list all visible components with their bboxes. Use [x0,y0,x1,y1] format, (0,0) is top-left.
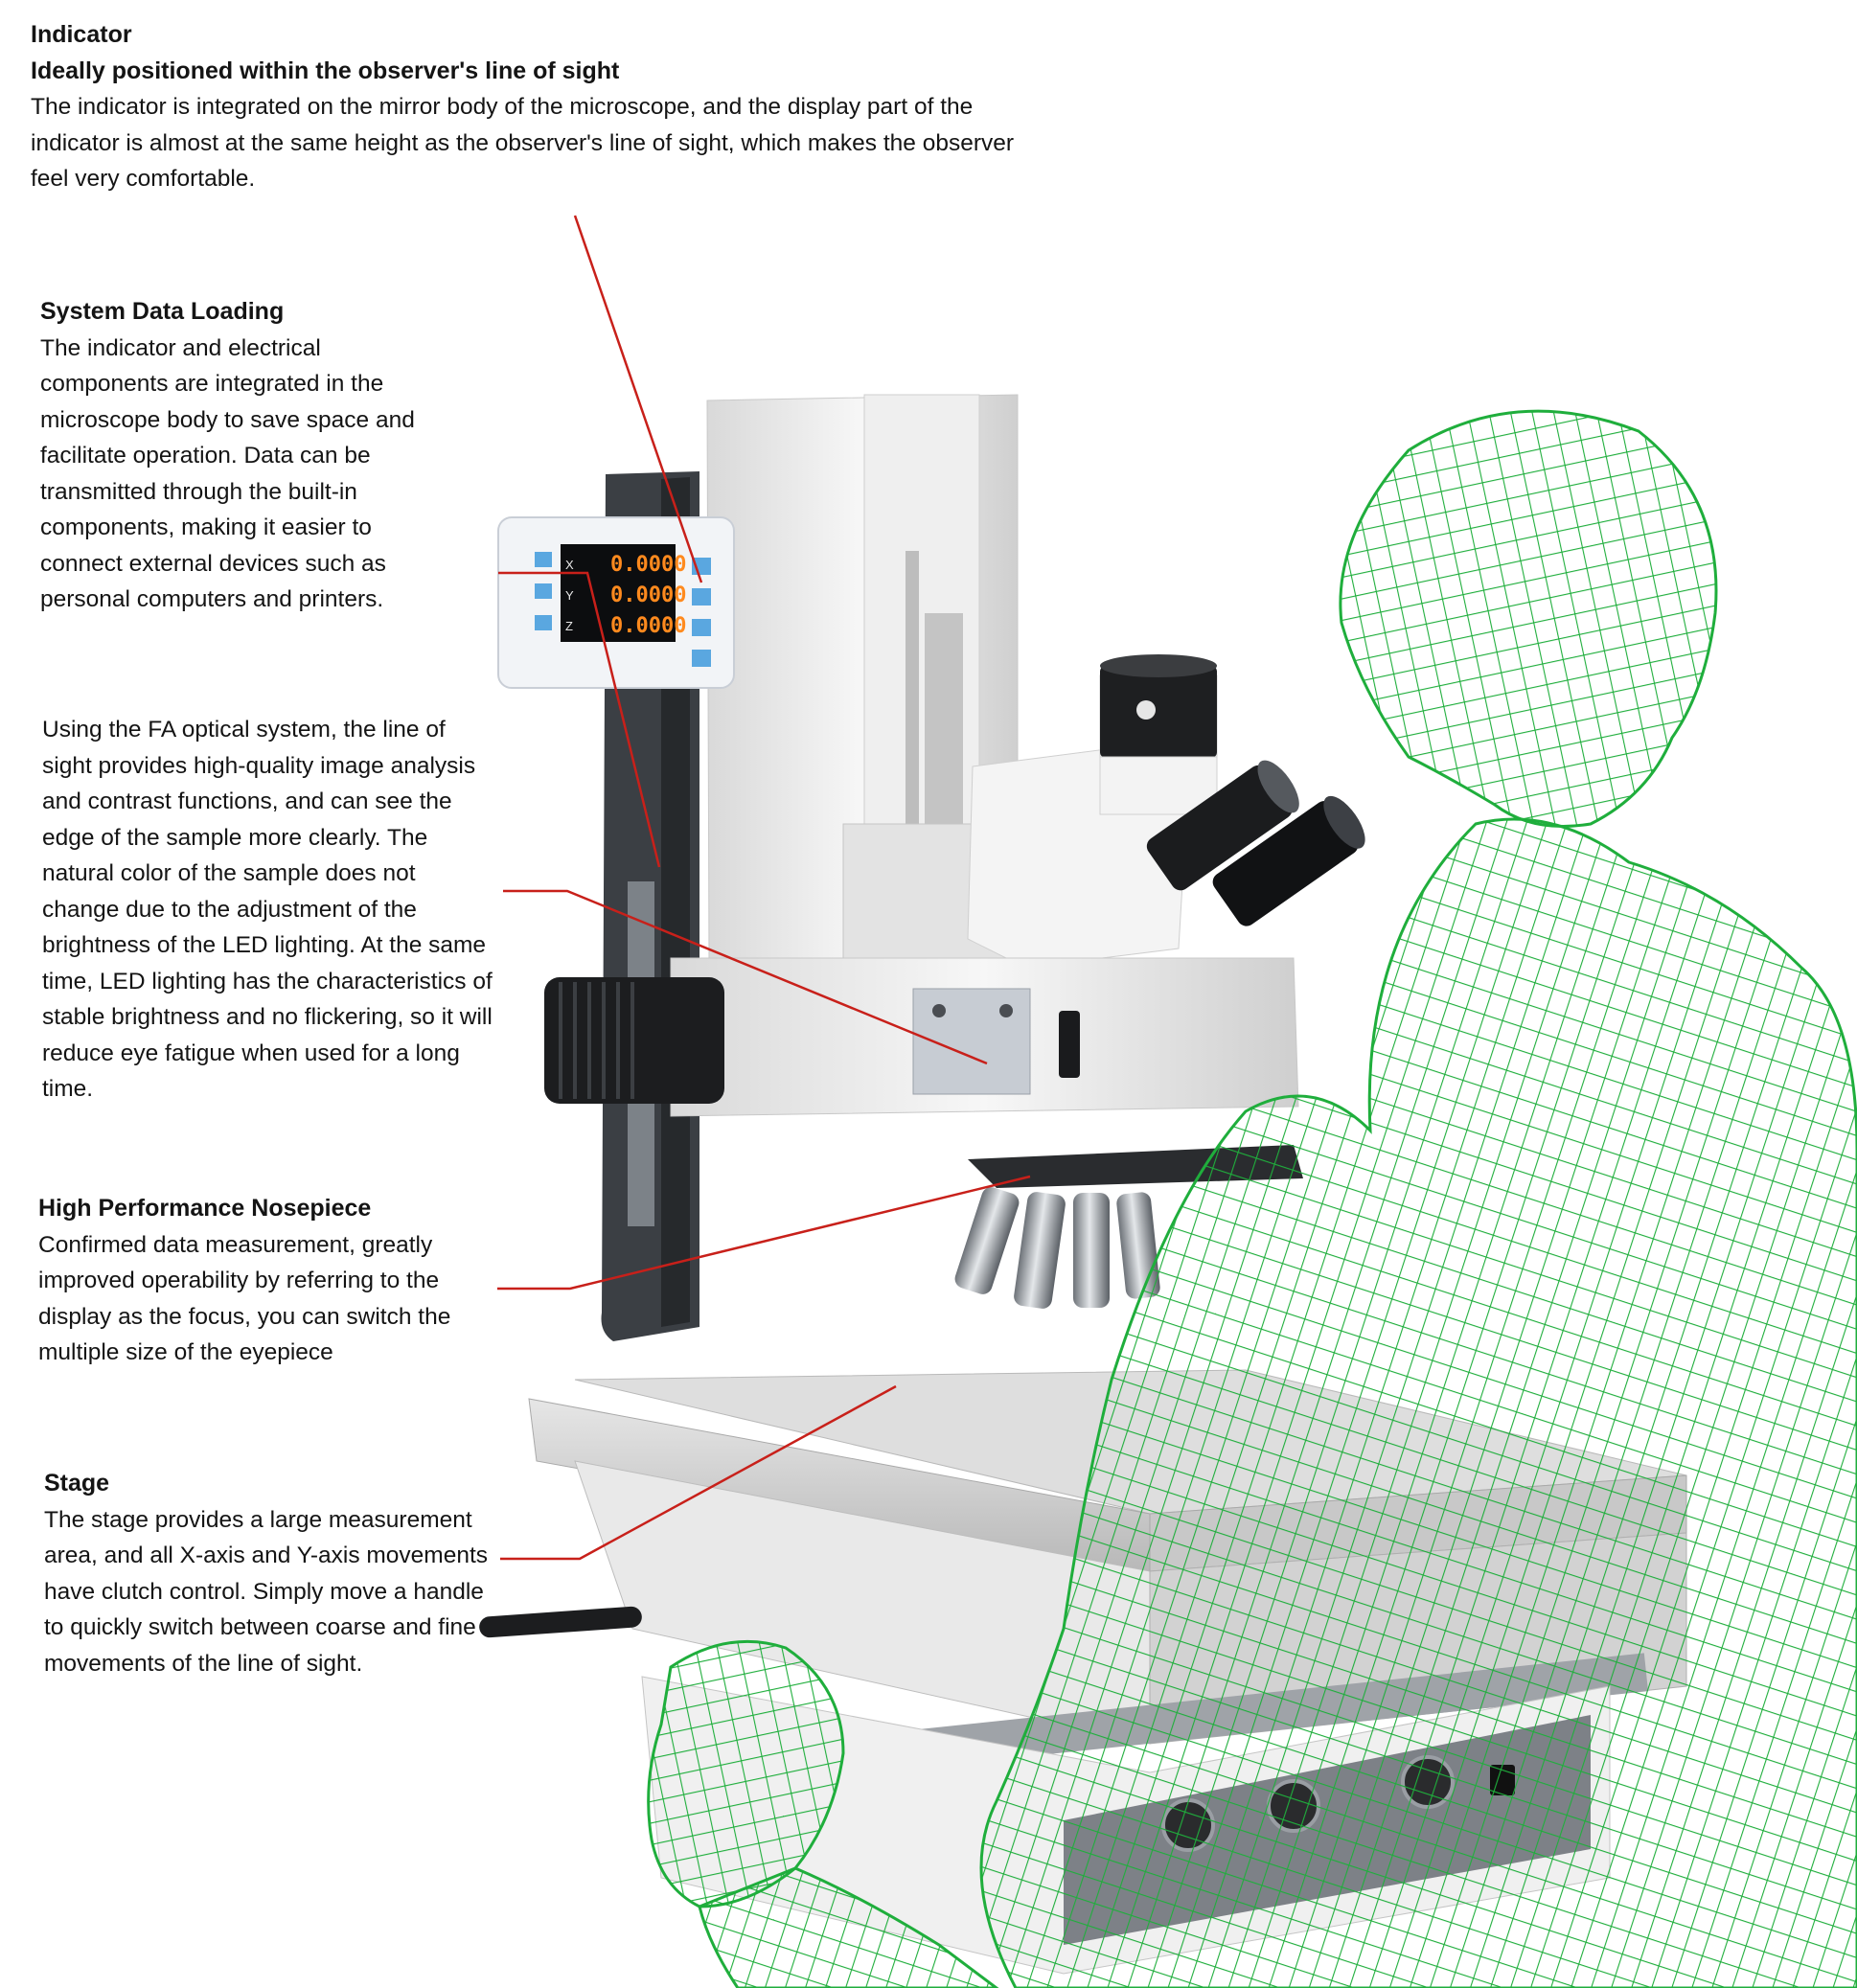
filter-slot [1059,1011,1080,1078]
readout-value-z: 0.0000 [610,614,687,638]
objectives [952,1185,1161,1311]
readout-key-r4 [692,650,711,667]
stage-handle [478,1606,642,1638]
system-data-loading-title: System Data Loading [40,298,285,325]
indicator-subtitle: Ideally positioned within the observer's line of sight [31,57,620,84]
system-data-loading-body: The indicator and electrical components are integrated in the microscope body to save space and facilitate operation. Data can be transmitted through the built-in components, making it easier to connect external devices such as personal computers and printers. [40,334,415,612]
objective-1 [952,1185,1021,1297]
focus-slot [906,551,919,857]
readout-key-y [535,583,552,599]
panel-knob-1 [932,1004,946,1017]
camera-port-top [1100,654,1217,677]
readout-axis-y-label: Y [565,588,574,603]
readout-axis-x-label: X [565,558,574,572]
indicator-title: Indicator [31,21,132,48]
readout-key-r2 [692,588,711,606]
objective-2 [1013,1191,1066,1310]
nosepiece-title: High Performance Nosepiece [38,1195,372,1222]
readout-key-z [535,615,552,630]
readout-key-x [535,552,552,567]
camera-port-ring [1100,666,1217,758]
connector-panel-lower [628,1092,654,1226]
column-scale [925,613,963,834]
digital-readout [498,517,734,688]
readout-key-r3 [692,619,711,636]
panel-knob-2 [999,1004,1013,1017]
nosepiece-body: Confirmed data measurement, greatly improved operability by referring to the display as the focus, you can switch the multiple size of the eyepiece [38,1231,451,1365]
readout-axis-z-label: Z [565,619,573,633]
objective-3 [1073,1193,1110,1308]
indicator-body: The indicator is integrated on the mirror body of the microscope, and the display part of the indicator is almost at the same height as the observer's line of sight, which makes the observer feel very comfortable. [31,94,1015,192]
stage-title: Stage [44,1470,110,1497]
callout-nosepiece [497,1177,1030,1289]
readout-value-y: 0.0000 [610,583,687,607]
stage-body: The stage provides a large measurement area, and all X-axis and Y-axis movements have clutch control. Simply move a handle to quickly switch between coarse and fine movements of the line of sight. [44,1506,489,1677]
readout-value-x: 0.0000 [610,553,687,577]
port-dial [1136,700,1156,720]
optical-system-body: Using the FA optical system, the line of sight provides high-quality image analysis and contrast functions, and can see the edge of the sample more clearly. The natural color of the sample does not change due to the adjustment of the brightness of the LED lighting. At the same time, LED lighting has the characteristics of stable brightness and no flickering, so it will reduce eye fatigue when used for a long time. [42,717,493,1102]
wireframe-head [1341,411,1716,826]
